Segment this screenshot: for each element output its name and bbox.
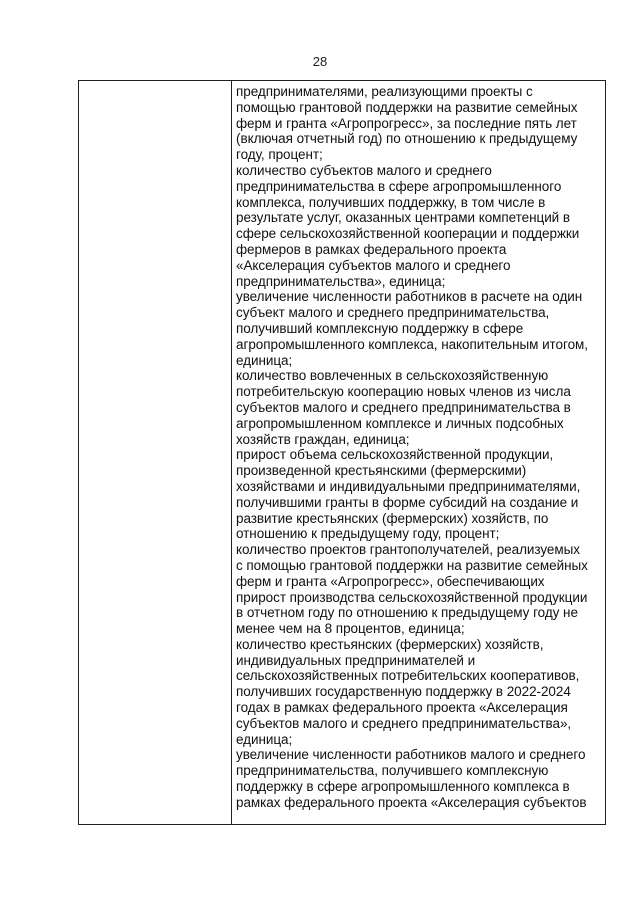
text-line: получивших государственную поддержку в 2022-2024 — [236, 684, 571, 700]
text-line: с помощью грантовой поддержки на развитие семейных — [236, 557, 588, 573]
text-line: агропромышленного комплекса, накопительным итогом, — [236, 336, 588, 352]
text-line: потребительскую кооперацию новых членов из числа — [236, 384, 571, 400]
text-line: хозяйств граждан, единица; — [236, 431, 410, 447]
text-line: единица; — [236, 731, 293, 747]
text-line: увеличение численности работников малого и среднего — [236, 747, 586, 763]
text-line: помощью грантовой поддержки на развитие семейных — [236, 99, 578, 115]
text-line: годах в рамках федерального проекта «Акселерация — [236, 700, 568, 716]
text-line: количество проектов грантополучателей, реализуемых — [236, 542, 580, 558]
table-left-cell — [79, 81, 231, 824]
text-line: предпринимателями, реализующими проекты с — [236, 84, 533, 99]
text-line: ферм и гранта «Агропрогресс», обеспечивающих — [236, 573, 545, 589]
text-line: поддержку в сфере агропромышленного комплекса в — [236, 779, 570, 795]
text-line: единица; — [236, 352, 293, 368]
table-right-cell — [236, 84, 601, 811]
page-number: 28 — [312, 54, 328, 69]
text-line: ферм и гранта «Агропрогресс», за последние пять лет — [236, 115, 577, 131]
text-line: количество крестьянских (фермерских) хозяйств, — [236, 636, 544, 652]
text-line: индивидуальных предпринимателей и — [236, 652, 476, 668]
text-line: прирост объема сельскохозяйственной продукции, — [236, 447, 554, 463]
text-line: количество вовлеченных в сельскохозяйственную — [236, 368, 549, 384]
text-line: субъект малого и среднего предпринимательства, — [236, 305, 550, 321]
text-line: в отчетном году по отношению к предыдущему году не — [236, 605, 578, 621]
text-line: агропромышленном комплексе и личных подсобных — [236, 415, 564, 431]
column-divider — [231, 81, 232, 824]
text-line: предпринимательства», единица; — [236, 273, 446, 289]
text-line: увеличение численности работников в расчете на один — [236, 289, 583, 305]
text-line: фермеров в рамках федерального проекта — [236, 241, 507, 257]
text-line: сфере сельскохозяйственной кооперации и поддержки — [236, 226, 580, 242]
text-line: предпринимательства в сфере агропромышленного — [236, 178, 562, 194]
text-line: субъектов малого и среднего предпринимательства», — [236, 715, 572, 731]
document-table — [78, 80, 606, 825]
text-line: году, процент; — [236, 147, 323, 163]
text-line: прирост производства сельскохозяйственной продукции — [236, 589, 588, 605]
text-line: комплекса, получивших поддержку, в том числе в — [236, 194, 546, 210]
text-line: рамках федерального проекта «Акселерация субъектов — [236, 794, 587, 810]
text-line: произведенной крестьянскими (фермерскими) — [236, 463, 527, 479]
text-line: (включая отчетный год) по отношению к предыдущему — [236, 131, 578, 147]
text-line: результате услуг, оказанных центрами компетенций в — [236, 210, 570, 226]
text-line: получивший комплексную поддержку в сфере — [236, 320, 524, 336]
text-line: менее чем на 8 процентов, единица; — [236, 621, 465, 637]
text-line: предпринимательства, получившего комплексную — [236, 763, 549, 779]
text-line: сельскохозяйственных потребительских кооперативов, — [236, 668, 580, 684]
text-line: «Акселерация субъектов малого и среднего — [236, 257, 511, 273]
text-line: отношению к предыдущему году, процент; — [236, 526, 500, 542]
text-line: развитие крестьянских (фермерских) хозяйств, по — [236, 510, 549, 526]
text-line: количество субъектов малого и среднего — [236, 162, 492, 178]
text-line: получившими гранты в форме субсидий на создание и — [236, 494, 579, 510]
text-line: хозяйствами и индивидуальными предпринимателями, — [236, 478, 581, 494]
text-line: субъектов малого и среднего предпринимательства в — [236, 399, 571, 415]
